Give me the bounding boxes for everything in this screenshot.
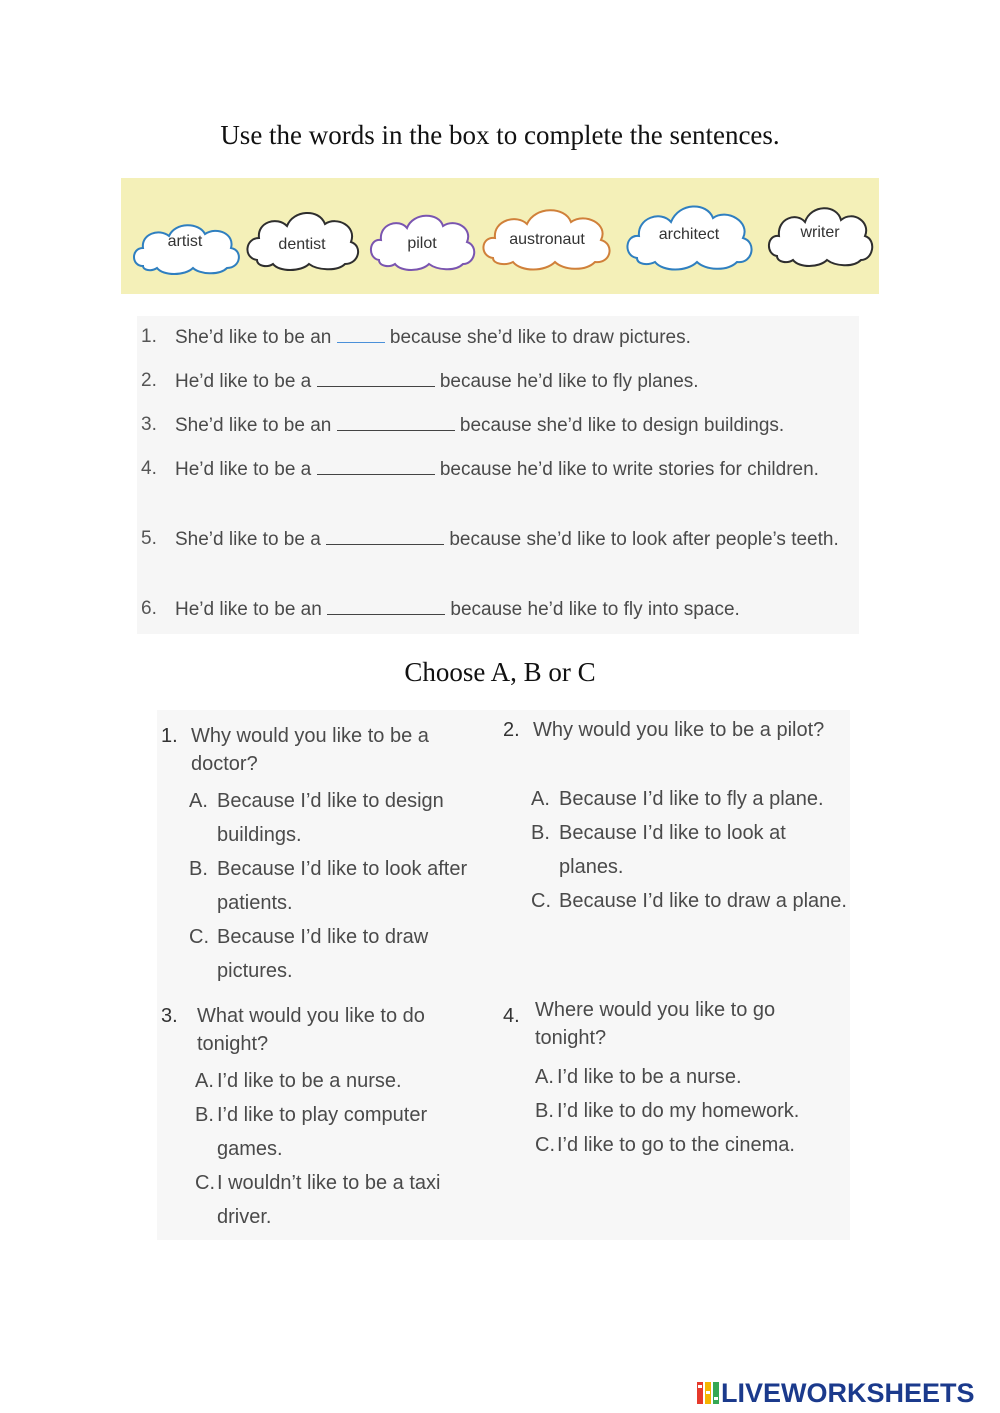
answer-blank[interactable]	[327, 596, 445, 615]
option-letter: B.	[195, 1104, 214, 1126]
option-4b[interactable]	[535, 1094, 835, 1128]
option-letter: C.	[535, 1134, 555, 1156]
option-letter: C.	[531, 890, 551, 912]
sentence-before: She’d like to be a	[175, 529, 321, 550]
option-text: I’d like to be a nurse.	[557, 1066, 742, 1088]
option-text: Because I’d like to fly a plane.	[559, 788, 824, 810]
logo-text: LIVEWORKSHEETS	[721, 1378, 975, 1408]
option-text: I’d like to play computer games.	[217, 1104, 428, 1160]
question-1	[161, 722, 481, 782]
option-letter: A.	[195, 1070, 214, 1092]
sentence-before: He’d like to be a	[175, 371, 312, 392]
question-text: Why would you like to be a doctor?	[191, 725, 429, 775]
question-number: 1.	[161, 725, 178, 747]
cloud-word	[479, 200, 615, 272]
option-letter: C.	[189, 926, 209, 948]
quiz-area	[157, 710, 850, 1240]
word-writer: writer	[800, 224, 840, 241]
option-text: Because I’d like to draw pictures.	[217, 926, 429, 982]
instruction-choose: Choose A, B or C	[404, 657, 596, 687]
option-3a[interactable]	[195, 1064, 495, 1098]
cloud-word	[765, 198, 875, 270]
question-4	[503, 996, 833, 1056]
question-text: What would you like to do tonight?	[197, 1005, 425, 1055]
sentence-after: because she’d like to design buildings.	[459, 415, 785, 436]
sentence-after: because he’d like to write stories for children.	[439, 459, 819, 480]
sentence-before: He’d like to be a	[175, 459, 312, 480]
word-architect: architect	[658, 226, 720, 243]
cloud-word	[623, 196, 755, 272]
option-letter: A.	[189, 790, 208, 812]
liveworksheets-icon	[697, 1382, 719, 1404]
sentence-number: 5.	[141, 528, 157, 549]
word-dentist: dentist	[278, 236, 326, 253]
sentence-number: 1.	[141, 326, 157, 347]
sentence-number: 6.	[141, 598, 157, 619]
sentence-before: She’d like to be an	[175, 415, 332, 436]
cloud-word	[129, 218, 241, 278]
sentence-before: She’d like to be an	[175, 327, 332, 348]
option-2a[interactable]	[531, 782, 841, 816]
instruction-complete-sentences: Use the words in the box to complete the sentences.	[220, 120, 780, 150]
question-number: 2.	[503, 719, 520, 741]
option-4a[interactable]	[535, 1060, 835, 1094]
sentence-before: He’d like to be an	[175, 599, 322, 620]
answer-blank[interactable]	[326, 526, 444, 545]
sentence-after: because she’d like to draw pictures.	[389, 327, 691, 348]
answer-blank[interactable]	[317, 368, 435, 387]
option-3c[interactable]	[195, 1166, 495, 1234]
option-1b[interactable]	[189, 852, 509, 920]
option-4c[interactable]	[535, 1128, 835, 1162]
option-letter: B.	[535, 1100, 554, 1122]
question-2	[503, 716, 843, 750]
option-1c[interactable]	[189, 920, 509, 988]
question-number: 4.	[503, 1005, 520, 1027]
word-box	[121, 178, 879, 294]
sentence-number: 2.	[141, 370, 157, 391]
sentence-number: 4.	[141, 458, 157, 479]
sentence-after: because he’d like to fly into space.	[450, 599, 740, 620]
question-number: 3.	[161, 1005, 178, 1027]
answer-blank[interactable]	[317, 456, 435, 475]
option-letter: B.	[531, 822, 550, 844]
option-text: I wouldn’t like to be a taxi driver.	[217, 1172, 441, 1228]
option-text: I’d like to go to the cinema.	[557, 1134, 795, 1156]
option-letter: B.	[189, 858, 208, 880]
word-pilot: pilot	[407, 235, 437, 252]
sentence-after: because she’d like to look after people’s teeth.	[449, 529, 839, 550]
answer-blank[interactable]	[337, 412, 455, 431]
question-text: Why would you like to be a pilot?	[533, 719, 825, 741]
option-text: Because I’d like to look after patients.	[217, 858, 468, 914]
option-letter: A.	[531, 788, 550, 810]
answer-blank[interactable]	[337, 324, 385, 343]
option-text: I’d like to be a nurse.	[217, 1070, 402, 1092]
cloud-word	[367, 206, 477, 272]
option-3b[interactable]	[195, 1098, 495, 1166]
option-text: Because I’d like to design buildings.	[217, 790, 444, 846]
option-letter: C.	[195, 1172, 215, 1194]
option-letter: A.	[535, 1066, 554, 1088]
option-text: I’d like to do my homework.	[557, 1100, 800, 1122]
word-austronaut: austronaut	[509, 231, 585, 248]
liveworksheets-logo	[697, 1376, 997, 1410]
sentence-after: because he’d like to fly planes.	[439, 371, 699, 392]
option-text: Because I’d like to draw a plane.	[559, 890, 847, 912]
cloud-word	[243, 204, 361, 274]
option-2c[interactable]	[531, 884, 847, 952]
option-1a[interactable]	[189, 784, 509, 852]
sentence-list	[137, 316, 859, 634]
word-artist: artist	[167, 233, 203, 250]
option-text: Because I’d like to look at planes.	[559, 822, 786, 878]
question-3	[161, 1002, 481, 1062]
question-text: Where would you like to go tonight?	[535, 999, 776, 1049]
option-2b[interactable]	[531, 816, 841, 884]
sentence-number: 3.	[141, 414, 157, 435]
